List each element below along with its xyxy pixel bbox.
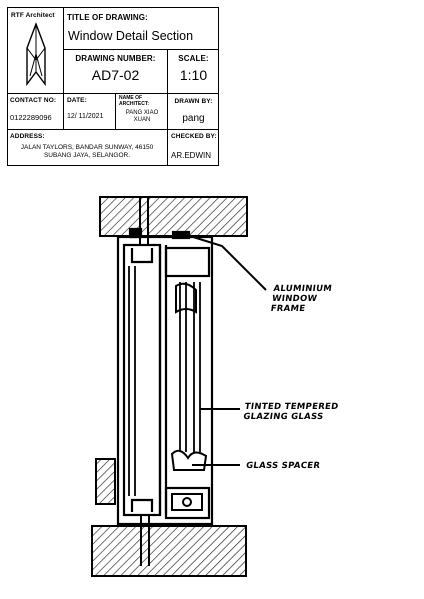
date-label: DATE:: [67, 97, 87, 104]
company-name: RTF Architect: [11, 12, 55, 19]
architect-value: PANG XIAO XUAN: [125, 110, 159, 123]
scale-value: 1:10: [179, 67, 208, 83]
glass-pane: [129, 266, 200, 496]
contact-value: 0122289096: [10, 113, 52, 122]
annotation-tinted-glass: TINTED TEMPERED GLAZING GLASS: [242, 402, 340, 422]
title-label: TITLE OF DRAWING:: [67, 13, 148, 22]
checked-by-label: CHECKED BY:: [171, 133, 217, 140]
address-value: JALAN TAYLORS, BANDAR SUNWAY, 46150 SUBANG JAYA, SELANGOR.: [20, 144, 154, 159]
contact-label: CONTACT NO:: [10, 97, 57, 104]
aluminium-window-frame: [118, 229, 212, 524]
checked-by-value: AR.EDWIN: [171, 151, 211, 160]
drawn-by-value: pang: [182, 113, 205, 124]
title-value: Window Detail Section: [68, 29, 194, 43]
drawing-number-value: AD7-02: [91, 67, 140, 83]
annotation-aluminium-frame: ALUMINIUM WINDOW FRAME: [269, 284, 333, 314]
leader-lines: [190, 236, 266, 465]
architect-label: NAME OF ARCHITECT:: [119, 95, 149, 107]
address-label: ADDRESS:: [10, 133, 45, 140]
drawn-by-label: DRAWN BY:: [174, 98, 213, 105]
annotation-glass-spacer: GLASS SPACER: [245, 461, 321, 471]
drawing-number-label: DRAWING NUMBER:: [75, 54, 156, 63]
scale-label: SCALE:: [178, 54, 209, 63]
date-value: 12/ 11/2021: [67, 113, 104, 120]
left-wall-fragment: [96, 459, 115, 504]
